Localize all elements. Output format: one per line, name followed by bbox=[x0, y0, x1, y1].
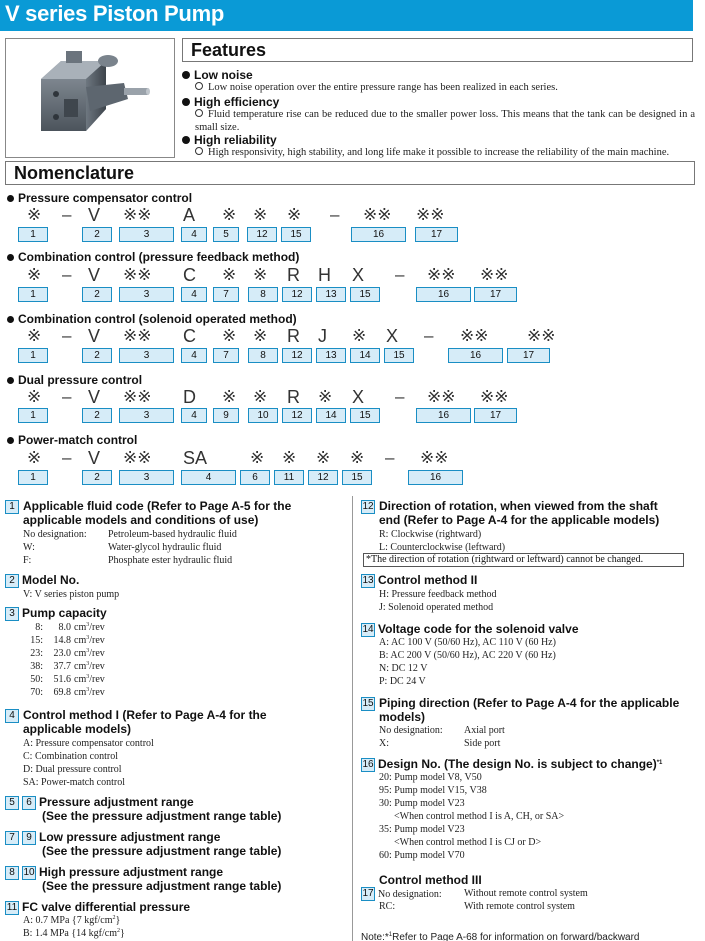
code-position-box: 1 bbox=[18, 348, 48, 363]
code-symbol: – bbox=[62, 326, 72, 345]
code-symbol: ※ bbox=[222, 387, 237, 406]
code-position-box: 7 bbox=[213, 287, 239, 302]
code-position-box: 3 bbox=[119, 470, 174, 485]
code-symbol: J bbox=[318, 326, 327, 346]
pump-photo bbox=[5, 38, 175, 158]
item-15-heading: 15 Piping direction (Refer to Page A-4 for the applicable bbox=[362, 696, 680, 710]
code-position-box: 17 bbox=[415, 227, 458, 242]
feature-high-efficiency-text: Fluid temperature rise can be reduced due to the smaller power loss. This means that the tank can be designed in a small size. bbox=[195, 109, 695, 133]
code-symbol: ※※ bbox=[420, 448, 449, 467]
control-sa: SA: Power-match control bbox=[23, 777, 126, 788]
design-line: 60: Pump model V70 bbox=[379, 850, 465, 861]
column-divider bbox=[352, 496, 353, 941]
item-5-6-heading: 5 6 Pressure adjustment range bbox=[5, 795, 194, 810]
code-symbol: V bbox=[88, 387, 101, 407]
design-line: <When control method I is CJ or D> bbox=[379, 837, 542, 848]
code-symbol: ※ bbox=[27, 387, 42, 406]
code-position-box: 3 bbox=[119, 348, 174, 363]
code-symbol: X bbox=[352, 387, 365, 407]
code-symbol: ※ bbox=[27, 448, 42, 467]
design-line: <When control method I is A, CH, or SA> bbox=[379, 811, 565, 822]
capacity-line: 38: 37.7 $cm^3$/rev bbox=[30, 661, 105, 672]
feature-low-noise-text: Low noise operation over the entire pressure range has been realized in each series. bbox=[195, 81, 695, 94]
code-symbol: ※ bbox=[27, 326, 42, 345]
code-position-box: 13 bbox=[316, 348, 346, 363]
design-line: 95: Pump model V15, V38 bbox=[379, 785, 487, 796]
item-4-heading: 4 Control method I (Refer to Page A-4 for the bbox=[5, 708, 22, 723]
rotation-r: R: Clockwise (rightward) bbox=[379, 529, 482, 540]
code-symbol: ※ bbox=[250, 448, 265, 467]
capacity-line: 50: 51.6 $cm^3$/rev bbox=[30, 674, 105, 685]
item-7-9-heading-cont: (See the pressure adjustment range table) bbox=[42, 844, 282, 858]
item-16-heading: 16 Design No. (The design No. is subject to change)$^{*1}$ bbox=[362, 757, 663, 771]
code-symbol: ※※ bbox=[427, 265, 456, 284]
code-position-box: 16 bbox=[448, 348, 503, 363]
code-symbol: C bbox=[183, 265, 196, 285]
code-position-box: 4 bbox=[181, 287, 207, 302]
item-number-badge: 10 bbox=[23, 867, 35, 878]
control2-j: J: Solenoid operated method bbox=[379, 602, 494, 613]
code-symbol: V bbox=[88, 265, 101, 285]
nom-row-5-title: Power-match control bbox=[7, 433, 137, 447]
code-symbol: – bbox=[395, 265, 405, 284]
code-position-box: 1 bbox=[18, 287, 48, 302]
code-position-box: 3 bbox=[119, 227, 174, 242]
voltage-a: A: AC 100 V (50/60 Hz), AC 110 V (60 Hz) bbox=[379, 637, 556, 648]
item-2-heading: 2 Model No. bbox=[5, 573, 79, 588]
code-position-box: 11 bbox=[274, 470, 304, 485]
code-symbol: ※ bbox=[253, 205, 268, 224]
code-symbol: V bbox=[88, 448, 101, 468]
item-8-10-heading-cont: (See the pressure adjustment range table) bbox=[42, 879, 282, 893]
code-position-box: 3 bbox=[119, 408, 174, 423]
bullet-icon bbox=[182, 98, 190, 106]
code-symbol: ※ bbox=[222, 326, 237, 345]
code-position-box: 4 bbox=[181, 348, 207, 363]
feature-high-reliability-title: High reliability bbox=[182, 133, 277, 147]
code-symbol: ※ bbox=[253, 387, 268, 406]
code-symbol: ※※ bbox=[480, 387, 509, 406]
code-symbol: ※ bbox=[352, 326, 367, 345]
item-number-badge: 5 bbox=[5, 796, 19, 810]
item-4-heading-cont: applicable models) bbox=[23, 722, 132, 736]
nomenclature-heading: Nomenclature bbox=[5, 161, 695, 185]
code-symbol: SA bbox=[183, 448, 208, 468]
code-position-box: 3 bbox=[119, 287, 174, 302]
item-15-heading-cont: models) bbox=[379, 710, 426, 724]
item-12-heading: 12 Direction of rotation, when viewed from the shaft bbox=[362, 499, 658, 513]
design-line: 30: Pump model V23 bbox=[379, 798, 465, 809]
code-symbol: ※※ bbox=[123, 265, 152, 284]
item-14-heading: 14 Voltage code for the solenoid valve bbox=[362, 622, 579, 636]
bullet-icon bbox=[7, 437, 14, 444]
fluid-f: F: Phosphate ester hydraulic fluid bbox=[23, 555, 233, 566]
code-position-box: 2 bbox=[82, 408, 112, 423]
code-symbol: – bbox=[424, 326, 434, 345]
item-number-badge: 11 bbox=[6, 902, 18, 913]
code-position-box: 2 bbox=[82, 287, 112, 302]
code-position-box: 1 bbox=[18, 408, 48, 423]
code-position-box: 2 bbox=[82, 227, 112, 242]
code-symbol: ※※ bbox=[123, 326, 152, 345]
code-position-box: 14 bbox=[350, 348, 380, 363]
code-symbol: C bbox=[183, 326, 196, 346]
code-symbol: ※ bbox=[222, 265, 237, 284]
code-position-box: 7 bbox=[213, 348, 239, 363]
capacity-line: 70: 69.8 $cm^3$/rev bbox=[30, 687, 105, 698]
capacity-line: 8: 8.0 $cm^3$/rev bbox=[35, 622, 105, 633]
capacity-line: 15: 14.8 $cm^3$/rev bbox=[30, 635, 105, 646]
code-position-box: 8 bbox=[248, 287, 278, 302]
control-a: A: Pressure compensator control bbox=[23, 738, 154, 749]
bullet-icon bbox=[7, 377, 14, 384]
item-number-badge: 15 bbox=[362, 698, 374, 709]
code-symbol: – bbox=[385, 448, 395, 467]
code-position-box: 16 bbox=[408, 470, 463, 485]
fc-a: A: 0.7 MPa {7 kgf/$cm^2$} bbox=[23, 915, 121, 926]
code-symbol: ※※ bbox=[527, 326, 556, 345]
code-symbol: H bbox=[318, 265, 331, 285]
bullet-icon bbox=[7, 316, 14, 323]
code-position-box: 6 bbox=[240, 470, 270, 485]
code-symbol: ※※ bbox=[123, 205, 152, 224]
item-number-badge: 17 bbox=[362, 888, 374, 899]
control3-none: 17 No designation: Without remote control system bbox=[362, 888, 588, 900]
item-12-heading-cont: end (Refer to Page A-4 for the applicable models) bbox=[379, 513, 660, 527]
code-position-box: 15 bbox=[350, 408, 380, 423]
item-1-heading-cont: applicable models and conditions of use) bbox=[23, 513, 259, 527]
item-8-10-heading: 8 10 High pressure adjustment range bbox=[5, 865, 223, 880]
bullet-icon bbox=[7, 254, 14, 261]
code-position-box: 4 bbox=[181, 408, 207, 423]
footnote: Note:*$^1$Refer to Page A-68 for information on forward/backward bbox=[361, 932, 640, 941]
code-symbol: – bbox=[62, 265, 72, 284]
code-symbol: R bbox=[287, 387, 300, 407]
rotation-note: *The direction of rotation (rightward or leftward) cannot be changed. bbox=[363, 553, 684, 567]
item-number-badge: 1 bbox=[5, 500, 19, 514]
code-position-box: 16 bbox=[351, 227, 406, 242]
item-11-heading: 11 FC valve differential pressure bbox=[6, 900, 191, 914]
code-position-box: 12 bbox=[282, 287, 312, 302]
code-symbol: X bbox=[352, 265, 365, 285]
code-symbol: ※※ bbox=[427, 387, 456, 406]
code-position-box: 2 bbox=[82, 348, 112, 363]
item-number-badge: 7 bbox=[5, 831, 19, 845]
nom-row-1-title: Pressure compensator control bbox=[7, 191, 192, 205]
control3-rc: RC: With remote control system bbox=[379, 901, 575, 912]
code-position-box: 16 bbox=[416, 408, 471, 423]
voltage-b: B: AC 200 V (50/60 Hz), AC 220 V (60 Hz) bbox=[379, 650, 556, 661]
code-symbol: A bbox=[183, 205, 196, 225]
item-number-badge: 6 bbox=[22, 796, 36, 810]
code-symbol: ※ bbox=[253, 326, 268, 345]
item-number-badge: 8 bbox=[5, 866, 19, 880]
rotation-l: L: Counterclockwise (leftward) bbox=[379, 542, 506, 553]
item-number-badge: 16 bbox=[362, 759, 374, 770]
page-title: V series Piston Pump bbox=[5, 1, 224, 26]
code-symbol: X bbox=[386, 326, 399, 346]
nom-row-4-title: Dual pressure control bbox=[7, 373, 142, 387]
code-position-box: 5 bbox=[213, 227, 239, 242]
code-position-box: 9 bbox=[213, 408, 239, 423]
feature-high-efficiency-title: High efficiency bbox=[182, 95, 279, 109]
code-symbol: ※※ bbox=[416, 205, 445, 224]
item-number-badge: 12 bbox=[362, 501, 374, 512]
item-5-6-heading-cont: (See the pressure adjustment range table) bbox=[42, 809, 282, 823]
code-position-box: 4 bbox=[181, 470, 236, 485]
code-symbol: R bbox=[287, 326, 300, 346]
code-symbol: ※※ bbox=[480, 265, 509, 284]
item-number-badge: 9 bbox=[22, 831, 36, 845]
code-symbol: ※ bbox=[27, 265, 42, 284]
code-symbol: – bbox=[62, 448, 72, 467]
design-line: 35: Pump model V23 bbox=[379, 824, 465, 835]
control-d: D: Dual pressure control bbox=[23, 764, 122, 775]
code-position-box: 1 bbox=[18, 227, 48, 242]
code-symbol: ※ bbox=[222, 205, 237, 224]
code-position-box: 16 bbox=[416, 287, 471, 302]
bullet-icon bbox=[182, 71, 190, 79]
code-position-box: 17 bbox=[507, 348, 550, 363]
circle-bullet-icon bbox=[195, 147, 203, 155]
item-number-badge: 13 bbox=[362, 575, 374, 586]
design-line: 20: Pump model V8, V50 bbox=[379, 772, 482, 783]
code-symbol: ※ bbox=[287, 205, 302, 224]
code-position-box: 12 bbox=[282, 408, 312, 423]
voltage-p: P: DC 24 V bbox=[379, 676, 426, 687]
code-position-box: 17 bbox=[474, 408, 517, 423]
piping-x: X: Side port bbox=[379, 738, 501, 749]
capacity-line: 23: 23.0 $cm^3$/rev bbox=[30, 648, 105, 659]
code-position-box: 12 bbox=[308, 470, 338, 485]
code-symbol: V bbox=[88, 326, 101, 346]
code-position-box: 15 bbox=[342, 470, 372, 485]
circle-bullet-icon bbox=[195, 82, 203, 90]
code-symbol: ※ bbox=[316, 448, 331, 467]
item-number-badge: 3 bbox=[5, 607, 19, 621]
code-symbol: ※※ bbox=[123, 448, 152, 467]
model-line: V: V series piston pump bbox=[23, 589, 120, 600]
fluid-none: No designation: Petroleum-based hydraulic fluid bbox=[23, 529, 237, 540]
voltage-n: N: DC 12 V bbox=[379, 663, 428, 674]
fluid-w: W: Water-glycol hydraulic fluid bbox=[23, 542, 222, 553]
code-symbol: ※ bbox=[318, 387, 333, 406]
code-symbol: ※※ bbox=[363, 205, 392, 224]
item-1-heading: 1 Applicable fluid code (Refer to Page A-5 for the bbox=[5, 499, 22, 514]
code-symbol: – bbox=[395, 387, 405, 406]
item-7-9-heading: 7 9 Low pressure adjustment range bbox=[5, 830, 220, 845]
feature-high-reliability-text: High responsivity, high stability, and long life make it possible to increase the reliability of the main machine. bbox=[195, 146, 695, 159]
features-heading: Features bbox=[182, 38, 693, 62]
code-symbol: ※※ bbox=[460, 326, 489, 345]
item-number-badge: 2 bbox=[5, 574, 19, 588]
code-position-box: 2 bbox=[82, 470, 112, 485]
feature-low-noise-title: Low noise bbox=[182, 68, 253, 82]
code-symbol: V bbox=[88, 205, 101, 225]
piston-pump-illustration bbox=[6, 39, 174, 157]
nom-row-3-title: Combination control (solenoid operated method) bbox=[7, 312, 297, 326]
item-13-heading: 13 Control method II bbox=[362, 573, 478, 587]
code-symbol: – bbox=[330, 205, 340, 224]
nom-row-2-title: Combination control (pressure feedback method) bbox=[7, 250, 299, 264]
code-symbol: – bbox=[62, 205, 72, 224]
code-symbol: – bbox=[62, 387, 72, 406]
code-position-box: 10 bbox=[248, 408, 278, 423]
control2-h: H: Pressure feedback method bbox=[379, 589, 497, 600]
code-position-box: 17 bbox=[474, 287, 517, 302]
fc-b: B: 1.4 MPa {14 kgf/$cm^2$} bbox=[23, 928, 125, 939]
code-position-box: 15 bbox=[384, 348, 414, 363]
item-number-badge: 4 bbox=[5, 709, 19, 723]
item-17-heading: Control method III bbox=[379, 873, 482, 887]
control-c: C: Combination control bbox=[23, 751, 118, 762]
code-symbol: ※※ bbox=[123, 387, 152, 406]
item-3-heading: 3 Pump capacity bbox=[5, 606, 107, 621]
bullet-icon bbox=[7, 195, 14, 202]
circle-bullet-icon bbox=[195, 109, 203, 117]
code-position-box: 15 bbox=[350, 287, 380, 302]
code-position-box: 4 bbox=[181, 227, 207, 242]
code-position-box: 13 bbox=[316, 287, 346, 302]
code-symbol: R bbox=[287, 265, 300, 285]
bullet-icon bbox=[182, 136, 190, 144]
piping-none: No designation: Axial port bbox=[379, 725, 505, 736]
code-position-box: 12 bbox=[247, 227, 277, 242]
code-position-box: 15 bbox=[281, 227, 311, 242]
code-symbol: ※ bbox=[27, 205, 42, 224]
code-symbol: ※ bbox=[350, 448, 365, 467]
code-position-box: 1 bbox=[18, 470, 48, 485]
code-symbol: ※ bbox=[282, 448, 297, 467]
code-position-box: 12 bbox=[282, 348, 312, 363]
code-position-box: 14 bbox=[316, 408, 346, 423]
item-number-badge: 14 bbox=[362, 624, 374, 635]
code-position-box: 8 bbox=[248, 348, 278, 363]
code-symbol: ※ bbox=[253, 265, 268, 284]
title-bar bbox=[0, 0, 693, 31]
code-symbol: D bbox=[183, 387, 196, 407]
